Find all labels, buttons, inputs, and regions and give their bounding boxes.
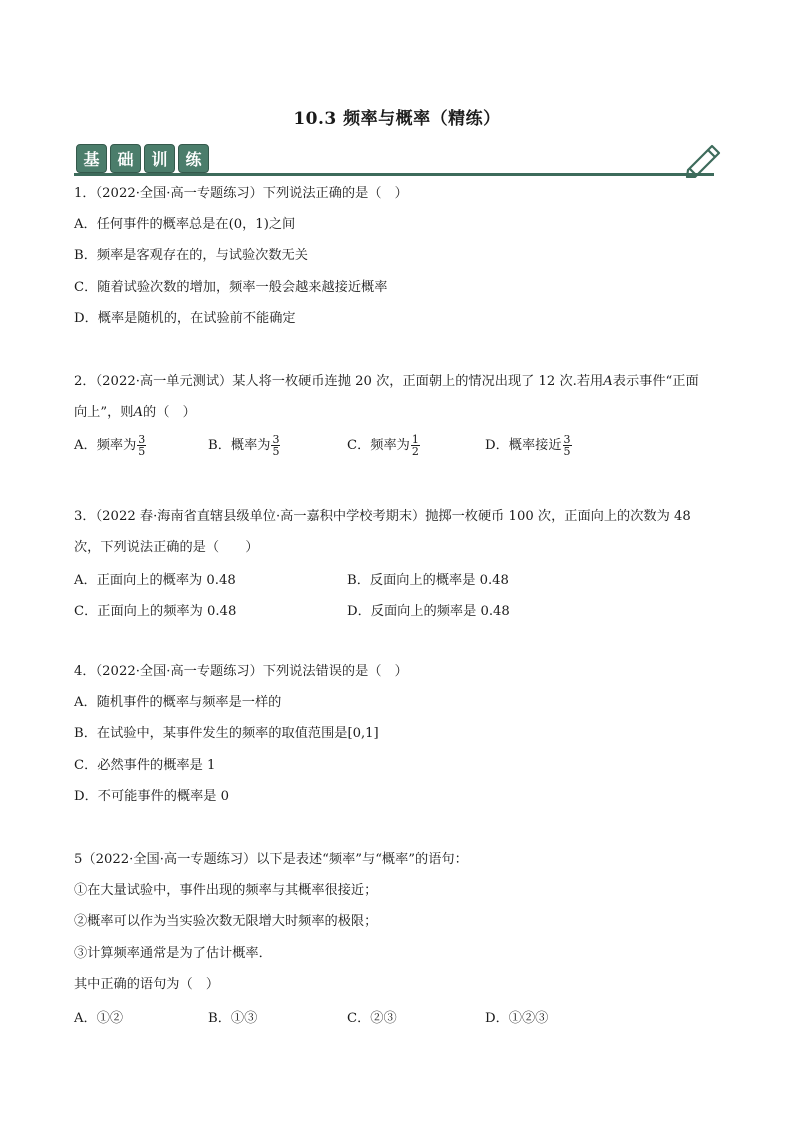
- denominator: 2: [411, 445, 419, 458]
- question-1-option-d: D．概率是随机的，在试验前不能确定: [74, 311, 296, 326]
- question-5-option-c: C．②③: [347, 1011, 397, 1026]
- pencil-icon: [682, 140, 722, 178]
- question-5-option-d: D．①②③: [485, 1011, 549, 1026]
- question-2-option-c: [347, 434, 420, 457]
- numerator: 3: [272, 433, 280, 446]
- question-2-stem-tail2: 的（ ）: [143, 405, 196, 420]
- question-5-option-a: A．①②: [74, 1011, 124, 1026]
- banner-char: 基: [76, 144, 107, 173]
- question-2-option-b: [208, 434, 280, 457]
- numerator: 3: [563, 433, 571, 446]
- banner-char: 础: [110, 144, 141, 173]
- denominator: 5: [563, 445, 571, 458]
- fraction: [271, 434, 280, 457]
- question-2-stem-line2: [74, 404, 196, 422]
- question-4-stem: 4．（2022·全国·高一专题练习）下列说法错误的是（ ）: [74, 664, 408, 679]
- option-label: A．频率为: [74, 438, 137, 453]
- question-5-statement-3: ③计算频率通常是为了估计概率．: [74, 946, 272, 961]
- question-5-stem: 5（2022·全国·高一专题练习）以下是表述“频率”与“概率”的语句：: [74, 852, 468, 867]
- question-4-option-d: D．不可能事件的概率是 0: [74, 789, 230, 804]
- page-title: 10.3 频率与概率（精练）: [293, 109, 501, 129]
- banner-tiles: [76, 144, 209, 173]
- fraction: [563, 434, 572, 457]
- question-4-option-c: C．必然事件的概率是 1: [74, 758, 216, 773]
- question-2-option-a: [74, 434, 146, 457]
- question-2-stem-tail: 表示事件“正面: [612, 374, 699, 389]
- question-2-stem-text2: 向上”，则: [74, 405, 134, 420]
- question-5-option-b: B．①③: [208, 1011, 258, 1026]
- numerator: 1: [411, 433, 419, 446]
- option-label: D．概率接近: [485, 438, 562, 453]
- question-4-option-a: A．随机事件的概率与频率是一样的: [74, 695, 282, 710]
- fraction: [137, 434, 146, 457]
- option-label: C．频率为: [347, 438, 410, 453]
- question-3-stem-line2: 次，下列说法正确的是（ ）: [74, 540, 259, 555]
- banner-char: 训: [144, 144, 175, 173]
- question-2-stem-text: 2．（2022·高一单元测试）某人将一枚硬币连抛 20 次，正面朝上的情况出现了 12 次.若用: [74, 374, 604, 389]
- question-1-option-b: B．频率是客观存在的，与试验次数无关: [74, 248, 308, 263]
- question-1-stem: 1．（2022·全国·高一专题练习）下列说法正确的是（ ）: [74, 186, 408, 201]
- event-variable: A: [603, 374, 613, 389]
- question-3-stem-line1: 3．（2022 春·海南省直辖县级单位·高一嘉积中学校考期末）抛掷一枚硬币 100 次，正面向上的次数为 48: [74, 509, 691, 524]
- question-5-statement-2: ②概率可以作为当实验次数无限增大时频率的极限；: [74, 914, 378, 929]
- question-3-option-d: D．反面向上的频率是 0.48: [347, 604, 510, 619]
- question-5-statement-1: ①在大量试验中，事件出现的频率与其概率很接近；: [74, 883, 378, 898]
- event-variable: A: [133, 405, 144, 420]
- question-3-option-b: B．反面向上的概率是 0.48: [347, 573, 509, 588]
- option-label: B．概率为: [208, 438, 271, 453]
- fraction: [411, 434, 420, 457]
- section-banner: [74, 140, 722, 180]
- question-3-option-c: C．正面向上的频率为 0.48: [74, 604, 237, 619]
- numerator: 3: [138, 433, 146, 446]
- denominator: 5: [138, 445, 146, 458]
- question-2-option-d: [485, 434, 572, 457]
- question-1-option-c: C．随着试验次数的增加，频率一般会越来越接近概率: [74, 280, 388, 295]
- banner-char: 练: [178, 144, 209, 173]
- denominator: 5: [272, 445, 280, 458]
- question-2-stem-line1: [74, 373, 699, 391]
- banner-underline: [74, 173, 714, 176]
- question-1-option-a: A．任何事件的概率总是在(0，1)之间: [74, 217, 296, 232]
- question-3-option-a: A．正面向上的概率为 0.48: [74, 573, 236, 588]
- question-4-option-b: B．在试验中，某事件发生的频率的取值范围是[0,1]: [74, 726, 379, 741]
- question-5-prompt: 其中正确的语句为（ ）: [74, 977, 220, 992]
